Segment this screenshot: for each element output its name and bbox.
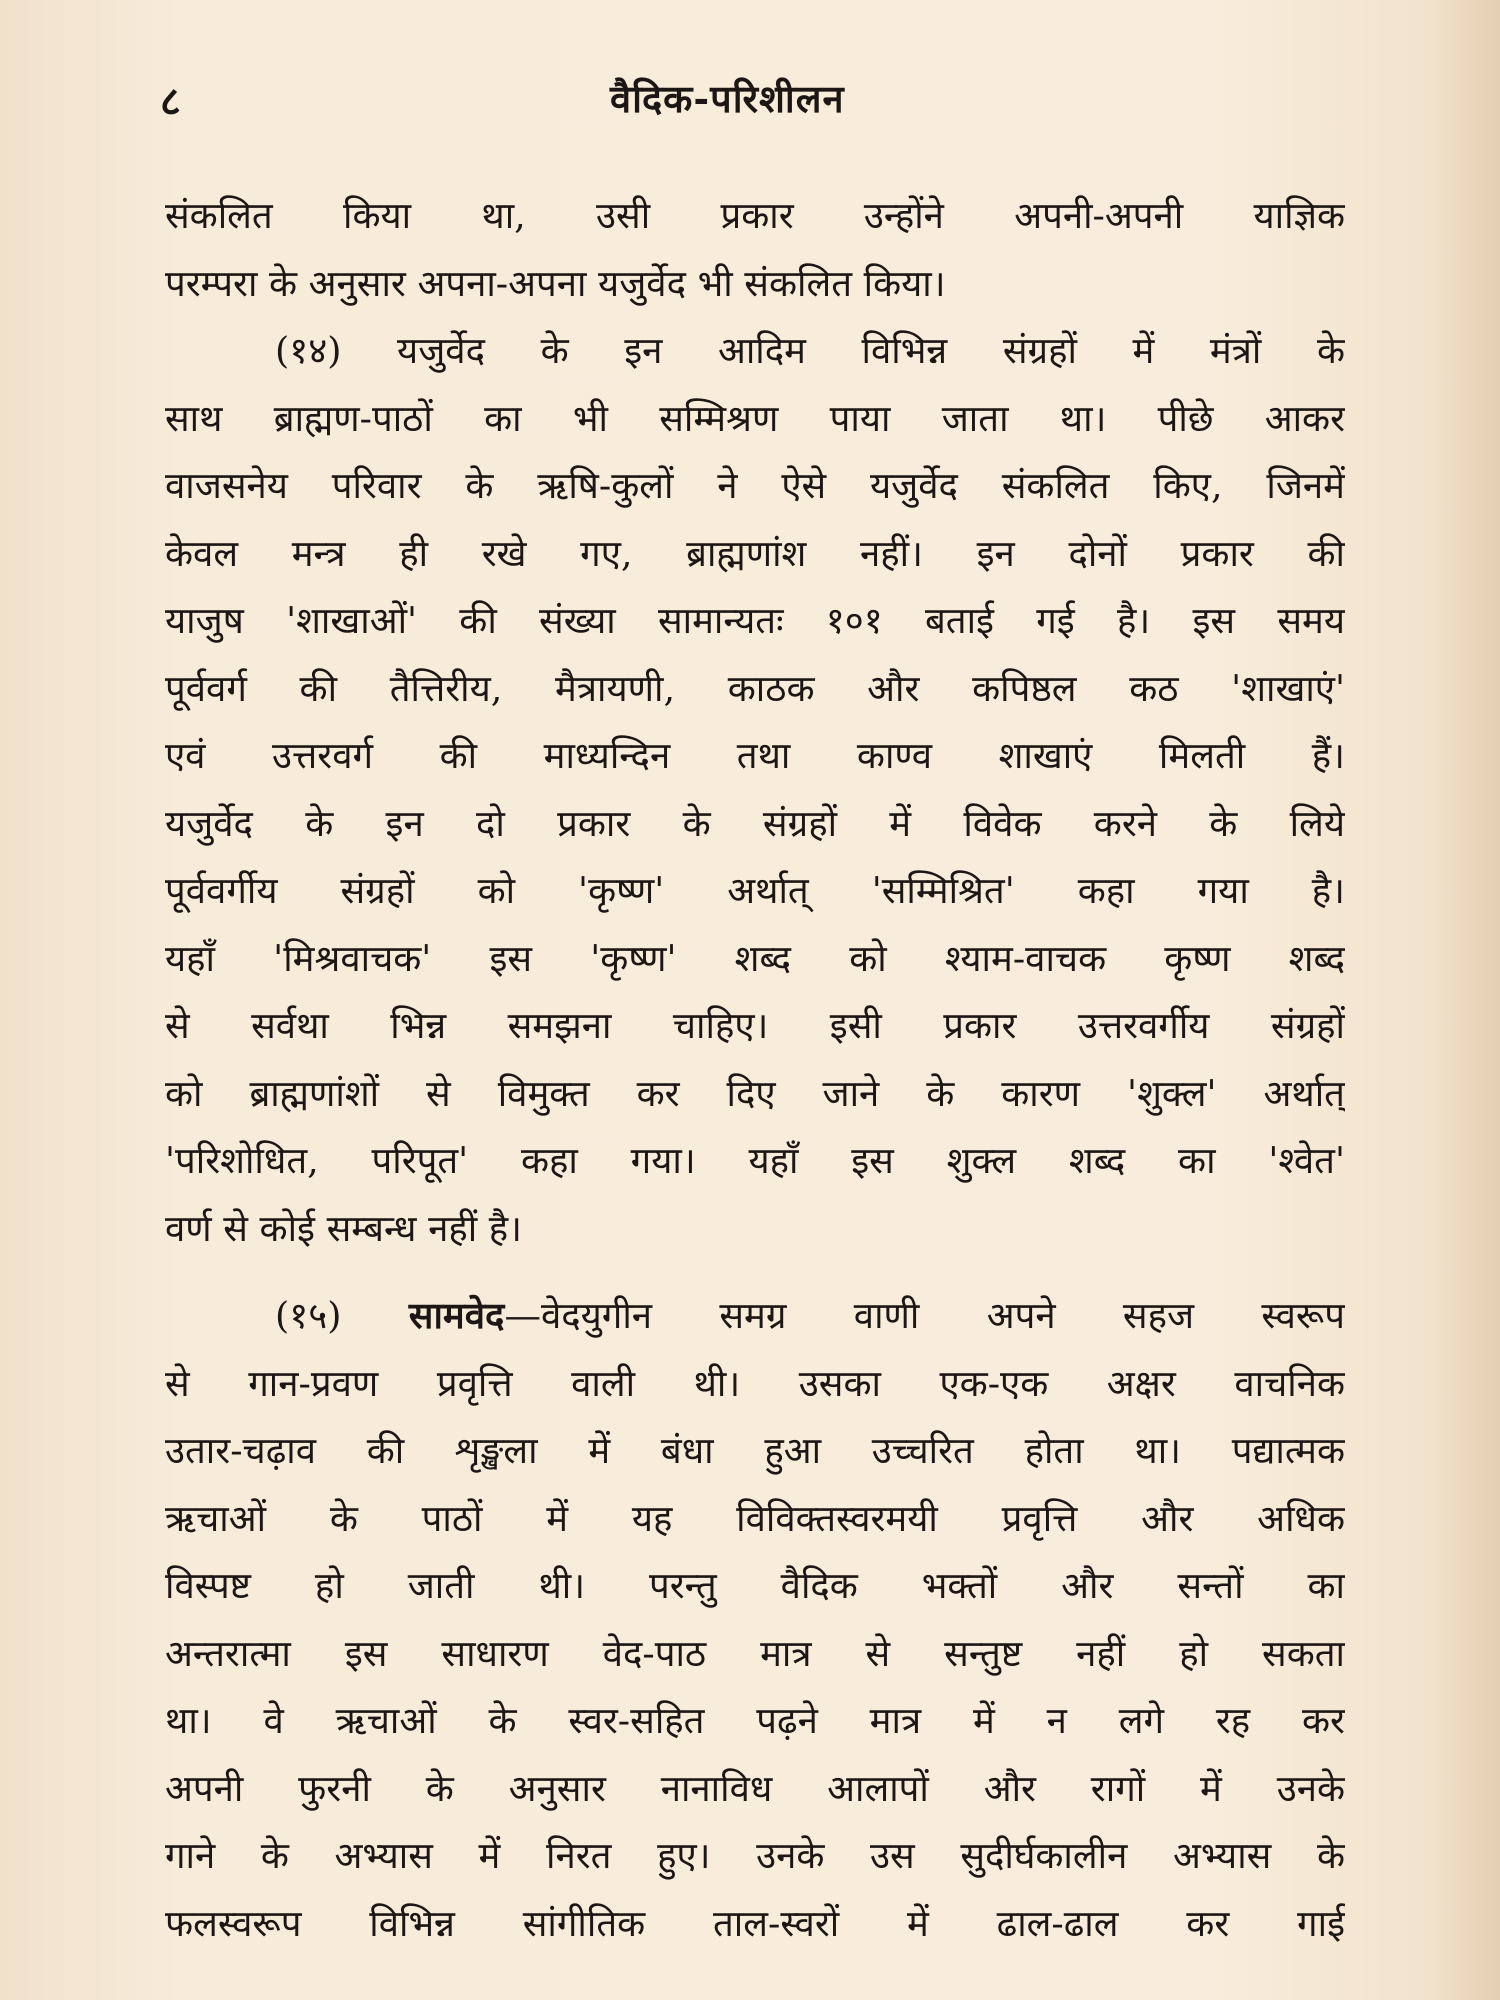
text-line: विस्पष्ट हो जाती थी। परन्तु वैदिक भक्तों और सन्तों का	[165, 1564, 1345, 1607]
text-line: केवल मन्त्र ही रखे गए, ब्राह्मणांश नहीं। इन दोनों प्रकार की	[165, 531, 1345, 575]
text-line: यजुर्वेद के इन दो प्रकार के संग्रहों में विवेक करने के लिये	[165, 801, 1345, 845]
paragraph-number: (१५)	[275, 1294, 342, 1337]
text-line: ऋचाओं के पाठों में यह विविक्तस्वरमयी प्रवृत्ति और अधिक	[165, 1496, 1345, 1540]
text-line: पूर्ववर्गीय संग्रहों को 'कृष्ण' अर्थात् 'सम्मिश्रित' कहा गया है।	[165, 869, 1345, 912]
section-heading-samaveda: सामवेद	[408, 1294, 505, 1337]
body-text	[165, 182, 1345, 1957]
text-line: फलस्वरूप विभिन्न सांगीतिक ताल-स्वरों में ढाल-ढाल कर गाई	[165, 1901, 1345, 1945]
text-line: उतार-चढ़ाव की शृङ्खला में बंधा हुआ उच्चरित होता था। पद्यात्मक	[165, 1429, 1345, 1472]
paragraph-15-text: —वेदयुगीन समग्र वाणी अपने सहज स्वरूप	[504, 1294, 1345, 1337]
running-title: वैदिक-परिशीलन	[610, 76, 845, 121]
text-line: याजुष 'शाखाओं' की संख्या सामान्यतः १०१ बताई गई है। इस समय	[165, 599, 1345, 642]
text-line: था। वे ऋचाओं के स्वर-सहित पढ़ने मात्र में न लगे रह कर	[165, 1699, 1345, 1742]
text-line: को ब्राह्मणांशों से विमुक्त कर दिए जाने के कारण 'शुक्ल' अर्थात्	[165, 1071, 1345, 1115]
text-line: यहाँ 'मिश्रवाचक' इस 'कृष्ण' शब्द को श्याम-वाचक कृष्ण शब्द	[165, 936, 1345, 980]
text-line: साथ ब्राह्मण-पाठों का भी सम्मिश्रण पाया जाता था। पीछे आकर	[165, 396, 1345, 440]
paragraph-gap	[165, 1262, 1345, 1282]
text-line: से सर्वथा भिन्न समझना चाहिए। इसी प्रकार उत्तरवर्गीय संग्रहों	[165, 1004, 1345, 1047]
text-line: गाने के अभ्यास में निरत हुए। उनके उस सुदीर्घकालीन अभ्यास के	[165, 1834, 1345, 1877]
text-line: से गान-प्रवण प्रवृत्ति वाली थी। उसका एक-एक अक्षर वाचनिक	[165, 1361, 1345, 1405]
text-line: एवं उत्तरवर्ग की माध्यन्दिन तथा काण्व शाखाएं मिलती हैं।	[165, 734, 1345, 777]
text-line: अपनी फुरनी के अनुसार नानाविध आलापों और रागों में उनके	[165, 1766, 1345, 1810]
text-line: 'परिशोधित, परिपूत' कहा गया। यहाँ इस शुक्ल शब्द का 'श्वेत'	[165, 1139, 1345, 1182]
paragraph-14-start: (१४) यजुर्वेद के इन आदिम विभिन्न संग्रहों में मंत्रों के	[275, 329, 1345, 372]
page-header	[160, 72, 1340, 132]
text-line: वाजसनेय परिवार के ऋषि-कुलों ने ऐसे यजुर्वेद संकलित किए, जिनमें	[165, 464, 1345, 507]
text-line: परम्परा के अनुसार अपना-अपना यजुर्वेद भी संकलित किया।	[165, 261, 946, 305]
text-line: अन्तरात्मा इस साधारण वेद-पाठ मात्र से सन्तुष्ट नहीं हो सकता	[165, 1631, 1345, 1675]
text-line: संकलित किया था, उसी प्रकार उन्होंने अपनी-अपनी याज्ञिक	[165, 194, 1345, 237]
text-line: वर्ण से कोई सम्बन्ध नहीं है।	[165, 1206, 523, 1250]
text-line: पूर्ववर्ग की तैत्तिरीय, मैत्रायणी, काठक और कपिष्ठल कठ 'शाखाएं'	[165, 666, 1345, 710]
page-edge-shadow	[1430, 0, 1500, 2000]
page-number: ८	[160, 78, 181, 125]
paragraph-15-start	[165, 1282, 1345, 1350]
